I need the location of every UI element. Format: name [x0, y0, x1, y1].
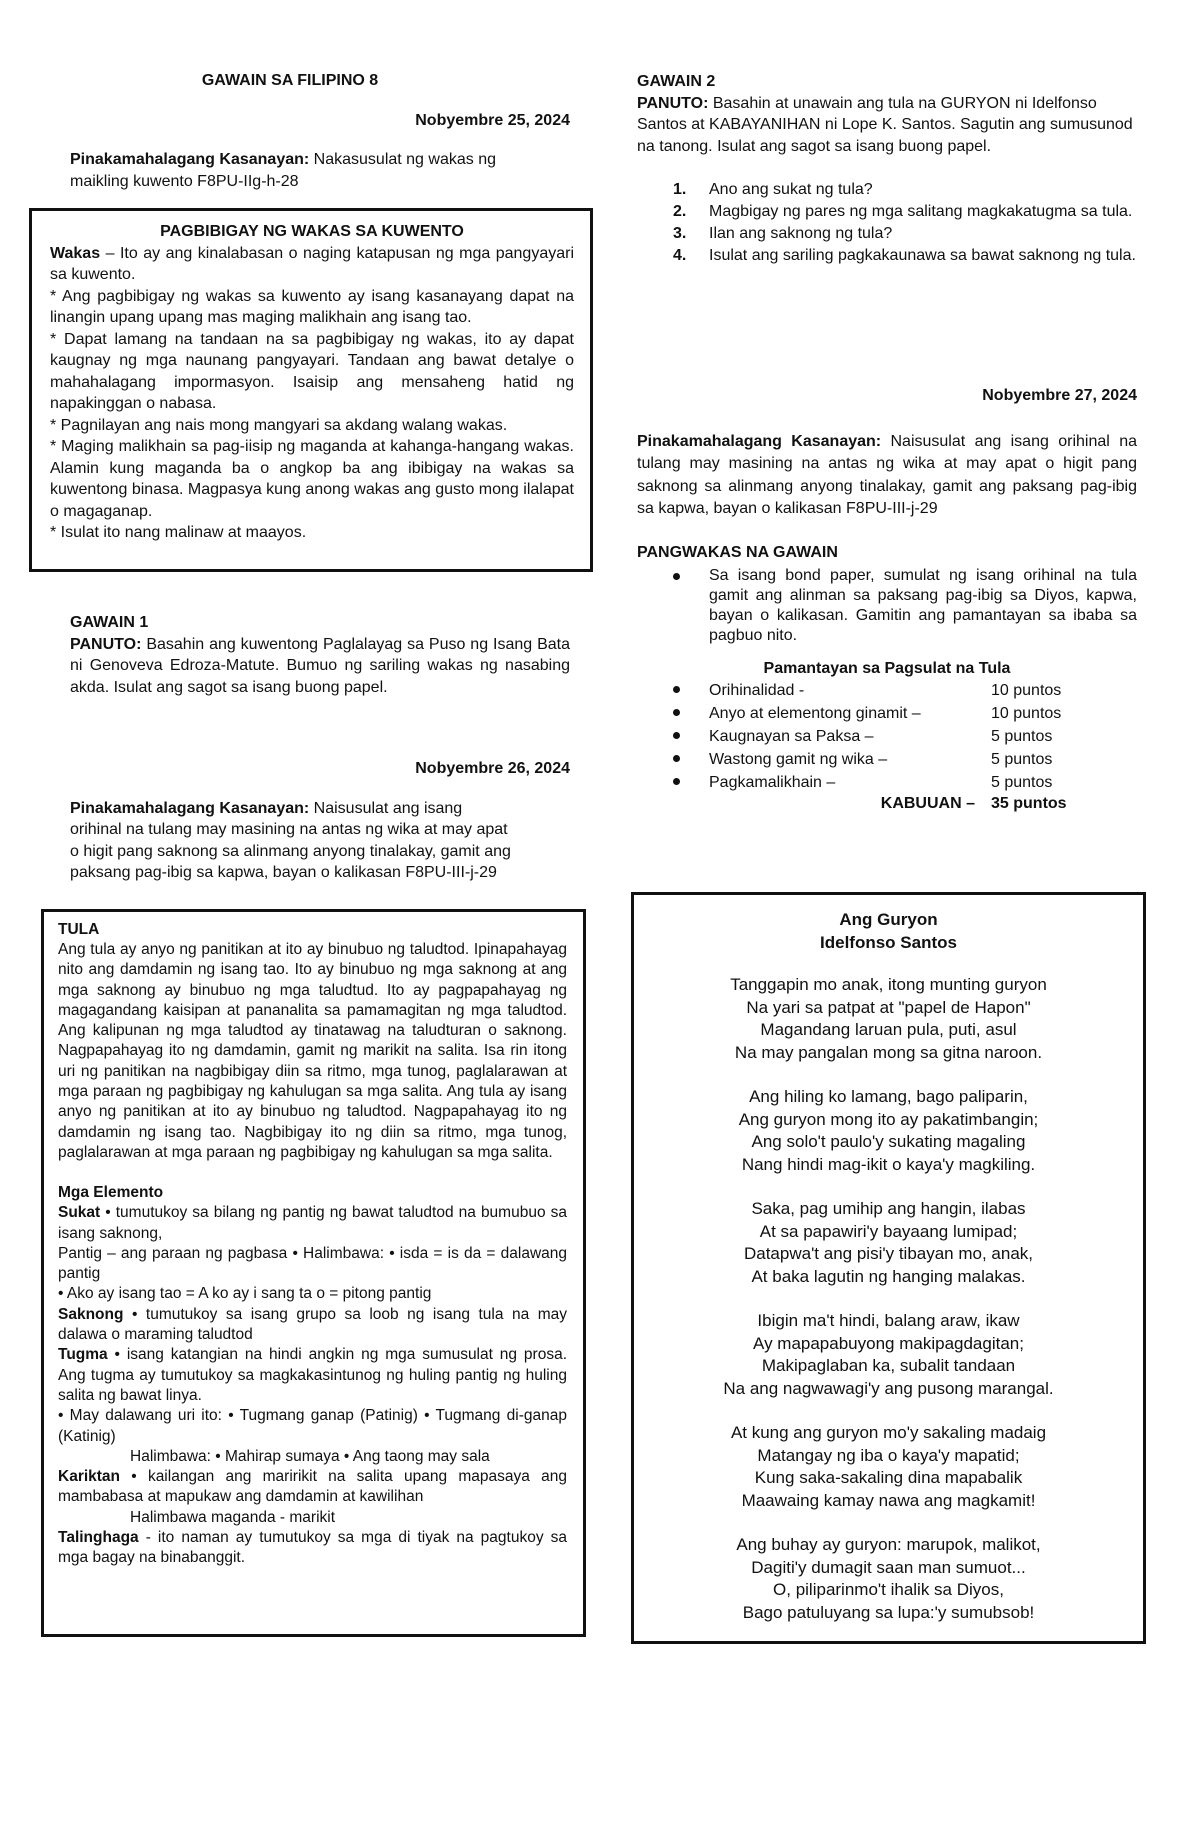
date-nov-27: Nobyembre 27, 2024: [982, 387, 1137, 404]
poem-line: Dagiti'y dumagit saan man sumuot...: [751, 1557, 1026, 1577]
poem-stanza-3: [644, 1198, 1133, 1288]
question-1-number: 1.: [673, 181, 687, 198]
criterion-1-name: Orihinalidad -: [709, 682, 805, 699]
gawain1-text: Basahin ang kuwentong Paglalayag sa Puso ng Isang Bata ni Genoveva Edroza-Matute. Bumuo ng sariling wakas ng nasabing akda. Isulat ang sagot sa isang buong papel.: [70, 635, 570, 696]
poem-line: Nang hindi mag-ikit o kaya'y magkiling.: [741, 1154, 1036, 1174]
skill-label-2: Pinakamahalagang Kasanayan:: [70, 799, 310, 817]
element-ako: • Ako ay isang tao = A ko ay i sang ta o = pitong pantig: [58, 1285, 432, 1303]
tugma-term: Tugma: [58, 1346, 108, 1364]
date-nov-25: Nobyembre 25, 2024: [415, 111, 570, 129]
poem-line: At sa papawiri'y bayaang lumipad;: [759, 1221, 1018, 1241]
element-sukat: [58, 1203, 567, 1244]
total-label: KABUUAN –: [880, 795, 975, 812]
wakas-point-4: * Maging malikhain sa pag-iisip ng maganda at kahanga-hangang wakas. Alamin kung maganda ba o angkop ba ang ibibigay na wakas sa kuwentong binasa. Magpasya kung anong wakas ang gusto mong ilalapat o magaganap.: [50, 438, 574, 520]
rubric-list: [637, 679, 1137, 794]
poem-line: Bago patuluyang sa lupa:'y sumubsob!: [742, 1602, 1035, 1622]
element-tugma-uri: • May dalawang uri ito: • Tugmang ganap (Patinig) • Tugmang di-ganap (Katinig): [58, 1407, 567, 1445]
poem-line: Maawaing kamay nawa ang magkamit!: [741, 1490, 1036, 1510]
wakas-point-3: * Pagnilayan ang nais mong mangyari sa akdang walang wakas.: [50, 416, 508, 434]
poem-line: Matangay ng iba o kaya'y mapatid;: [757, 1445, 1020, 1465]
poem-line: Ang buhay ay guryon: marupok, malikot,: [736, 1535, 1041, 1554]
saknong-term: Saknong: [58, 1305, 124, 1323]
kariktan-term: Kariktan: [58, 1468, 121, 1486]
poem-line: Ang guryon mong ito ay pakatimbangin;: [738, 1109, 1039, 1129]
criterion-5-name: Pagkamalikhain –: [709, 774, 836, 791]
criterion-4-name: Wastong gamit ng wika –: [709, 751, 888, 768]
tugma-text: • isang katangian na hindi angkin ng mga sumusulat ng prosa. Ang tugma ay tumutukoy sa magkakasintunog ng huling pantig ng huling salita ng bawat linya.: [58, 1346, 567, 1404]
question-4: [637, 245, 1137, 267]
poem-line: Datapwa't ang pisi'y tibayan mo, anak,: [743, 1244, 1034, 1263]
gawain1-instruction: [70, 634, 570, 699]
poem-stanza-5: [644, 1422, 1133, 1512]
elements-heading: Mga Elemento: [58, 1184, 164, 1202]
skill-code: maikling kuwento F8PU-IIg-h-28: [70, 172, 299, 190]
poem-line: O, piliparinmo't ihalik sa Diyos,: [773, 1580, 1004, 1599]
skill-text: Nakasusulat ng wakas ng: [309, 151, 496, 168]
question-3-number: 3.: [673, 225, 687, 242]
poem-stanza-2: [644, 1086, 1133, 1176]
poem-line: Saka, pag umihip ang hangin, ilabas: [751, 1199, 1026, 1218]
talinghaga-text: - ito naman ay tumutukoy sa mga di tiyak na pagtukoy sa mga bagay na binabanggit.: [58, 1529, 567, 1567]
wakas-point-1: * Ang pagbibigay ng wakas sa kuwento ay isang kasanayang dapat na linangin upang upang mas maging malikhain ang isang tao.: [50, 287, 574, 326]
skill-line-1: Naisusulat ang isang: [309, 799, 463, 817]
day3-block: [637, 385, 1137, 521]
skill-nov-27: [637, 431, 1137, 521]
criterion-2: [637, 702, 1137, 725]
element-saknong: [58, 1305, 567, 1346]
pangwakas-list: [637, 566, 1137, 646]
wakas-term: Wakas: [50, 244, 101, 262]
worksheet-title: GAWAIN SA FILIPINO 8: [201, 72, 379, 89]
sukat-text: • tumutukoy sa bilang ng pantig ng bawat taludtod na bumubuo sa isang saknong,: [58, 1204, 567, 1242]
criterion-1: [637, 679, 1137, 702]
poem-line: Na may pangalan mong sa gitna naroon.: [734, 1042, 1043, 1062]
poem-line: At baka lagutin ng hanging malakas.: [751, 1266, 1026, 1286]
pangwakas-title: PANGWAKAS NA GAWAIN: [637, 544, 838, 561]
poem-line: Na yari sa patpat at "papel de Hapon": [746, 997, 1031, 1017]
poem-stanza-1: [644, 974, 1133, 1064]
poem-line: Ibigin ma't hindi, balang araw, ikaw: [757, 1311, 1020, 1330]
poem-line: Na ang nagwawagi'y ang pusong marangal.: [723, 1378, 1054, 1398]
poem-line: At kung ang guryon mo'y sakaling madaig: [730, 1423, 1047, 1442]
poem-line: Ang hiling ko lamang, bago paliparin,: [749, 1087, 1028, 1106]
question-2-number: 2.: [673, 203, 687, 220]
skill-line-2: orihinal na tulang may masining na antas ng wika at may apat: [70, 821, 508, 838]
poem-author: Idelfonso Santos: [820, 932, 957, 952]
poem-line: Tanggapin mo anak, itong munting guryon: [730, 975, 1047, 994]
poem-stanza-6: [644, 1534, 1133, 1624]
saknong-text: • tumutukoy sa isang grupo sa loob ng isang tula na may dalawa o maraming taludtod: [58, 1305, 567, 1344]
question-1-text: Ano ang sukat ng tula?: [709, 181, 873, 198]
pangwakas-block: [637, 542, 1137, 814]
gawain2-text: Basahin at unawain ang tula na GURYON ni Idelfonso Santos at KABAYANIHAN ni Lope K. Santos. Sagutin ang sumusunod na tanong. Isulat ang sagot sa isang buong papel.: [637, 94, 1133, 155]
wakas-point-2: * Dapat lamang na tandaan na sa pagbibigay ng wakas, ito ay dapat kaugnay ng mga naunang pangyayari. Tandaan ang bawat detalye o mahahalagang impormasyon. Isaisip ang mensaheng hatid ng napakinggan o nabasa.: [50, 330, 574, 412]
gawain2-instruction: [637, 93, 1137, 158]
gawain2-block: [637, 71, 1137, 267]
poem: [644, 909, 1133, 1624]
skill-line-4: paksang pag-ibig sa kapwa, bayan o kalikasan F8PU-III-j-29: [70, 864, 497, 881]
kariktan-text: • kailangan ang maririkit na salita upang mapasaya ang mambabasa at mapukaw ang damdamin at kawilihan: [58, 1468, 567, 1506]
poem-line: Magandang laruan pula, puti, asul: [760, 1020, 1017, 1039]
gawain2-questions: [637, 179, 1137, 267]
day2-block: [70, 758, 570, 884]
date-nov-26: Nobyembre 26, 2024: [415, 760, 570, 777]
criterion-1-points: 10 puntos: [991, 682, 1062, 699]
sukat-term: Sukat: [58, 1204, 101, 1222]
gawain2-label: PANUTO:: [637, 94, 709, 112]
gawain1-label: PANUTO:: [70, 635, 142, 653]
criterion-4: [637, 748, 1137, 771]
poem-line: Kung saka-sakaling dina mapabalik: [754, 1468, 1023, 1487]
poem-title: Ang Guryon: [839, 910, 938, 929]
wakas-heading: PAGBIBIGAY NG WAKAS SA KUWENTO: [160, 223, 464, 240]
skill-nov-25: [70, 149, 570, 171]
skill-nov-26: [70, 798, 570, 820]
poem-stanza-4: [644, 1310, 1133, 1400]
poem-box: [631, 892, 1146, 1644]
question-2: [637, 201, 1137, 223]
question-2-text: Magbigay ng pares ng mga salitang magkakatugma sa tula.: [709, 203, 1133, 220]
element-halimbawa-1: Halimbawa: • Mahirap sumaya • Ang taong may sala: [130, 1447, 490, 1465]
gawain2-title: GAWAIN 2: [637, 73, 716, 90]
wakas-def-text: – Ito ay ang kinalabasan o naging katapusan ng mga pangyayari sa kuwento.: [50, 244, 574, 283]
total-points: 35 puntos: [991, 795, 1067, 812]
poem-line: Ang solo't paulo'y sukating magaling: [751, 1132, 1026, 1151]
skill-line-3: o higit pang saknong sa alinmang anyong tinalakay, gamit ang: [70, 842, 511, 860]
skill-label-3: Pinakamahalagang Kasanayan:: [637, 432, 882, 450]
wakas-box: [29, 208, 593, 572]
criterion-5: [637, 771, 1137, 794]
skill-text-3: Naisusulat ang isang orihinal na tulang may masining na antas ng wika at may apat o higit pang saknong sa alinmang anyong tinalakay, gamit ang paksang pag-ibig sa kapwa, bayan o kalikasan F8PU-III-j-29: [637, 432, 1137, 517]
rubric-title: Pamantayan sa Pagsulat na Tula: [763, 659, 1011, 677]
question-4-number: 4.: [673, 247, 687, 264]
poem-line: Makipaglaban ka, subalit tandaan: [761, 1356, 1016, 1375]
question-3-text: Ilan ang saknong ng tula?: [709, 225, 893, 242]
question-1: [637, 179, 1137, 201]
tula-paragraph: Ang tula ay anyo ng panitikan at ito ay binubuo ng taludtod. Ipinapahayag nito ang damdamin ng isang tao. Ito ay binubuo ng mga saknong at ang mga saknong ay binubuo ng mga taludtud. Ito ay pagpapahayag ng magagandang kaisipan at pananalita sa pamamagitan ng mga taludtod. Ang kalipunan ng mga taludtod ay tinatawag na taludturan o saknong. Nagpapahayag ito ng damdamin, gamit ng marikit na salita. Isa rin itong uri ng panitikan na nagbibigay diin sa ritmo, mga tunog, paglalarawan at mga paraan ng pagbibigay ng kahulugan sa mga salita. Ang tula ay isang anyo ng panitikan at ito ay binubuo ng taludtod. Nagpapahayag ito ng damdamin ng isang tao. Nagbibigay ito ng diin sa ritmo, mga tunog, paglalarawan at mga paraan ng pagbibigay ng kahulugan sa mga salita.: [58, 941, 567, 1161]
element-kariktan: [58, 1467, 567, 1508]
criterion-5-points: 5 puntos: [991, 774, 1053, 791]
gawain1-title: GAWAIN 1: [70, 614, 149, 631]
tula-heading: TULA: [58, 921, 100, 938]
header-block: [70, 70, 570, 192]
poem-line: Ay mapapabuyong makipagdagitan;: [753, 1333, 1024, 1353]
tula-box: [41, 909, 586, 1637]
wakas-point-5: * Isulat ito nang malinaw at maayos.: [50, 524, 307, 541]
criterion-2-name: Anyo at elementong ginamit –: [709, 705, 921, 722]
criterion-2-points: 10 puntos: [991, 705, 1062, 722]
gawain1-block: [70, 612, 570, 698]
talinghaga-term: Talinghaga: [58, 1529, 139, 1547]
element-pantig: Pantig – ang paraan ng pagbasa • Halimbawa: • isda = is da = dalawang pantig: [58, 1244, 567, 1283]
criterion-3-name: Kaugnayan sa Paksa –: [709, 728, 874, 745]
element-halimbawa-2: Halimbawa maganda - marikit: [130, 1508, 336, 1526]
element-tugma: [58, 1345, 567, 1406]
wakas-definition: [50, 243, 574, 286]
skill-label: Pinakamahalagang Kasanayan:: [70, 151, 310, 168]
criterion-3: [637, 725, 1137, 748]
rubric-total: [637, 794, 1137, 814]
pangwakas-instruction: Sa isang bond paper, sumulat ng isang orihinal na tula gamit ang alinman sa paksang pag-ibig sa Diyos, kapwa, bayan o kalikasan. Gamitin ang pamantayan sa ibaba sa pagbuo nito.: [637, 566, 1137, 646]
criterion-3-points: 5 puntos: [991, 728, 1053, 745]
question-4-text: Isulat ang sariling pagkakaunawa sa bawat saknong ng tula.: [709, 247, 1136, 264]
element-talinghaga: [58, 1528, 567, 1569]
criterion-4-points: 5 puntos: [991, 751, 1053, 768]
question-3: [637, 223, 1137, 245]
